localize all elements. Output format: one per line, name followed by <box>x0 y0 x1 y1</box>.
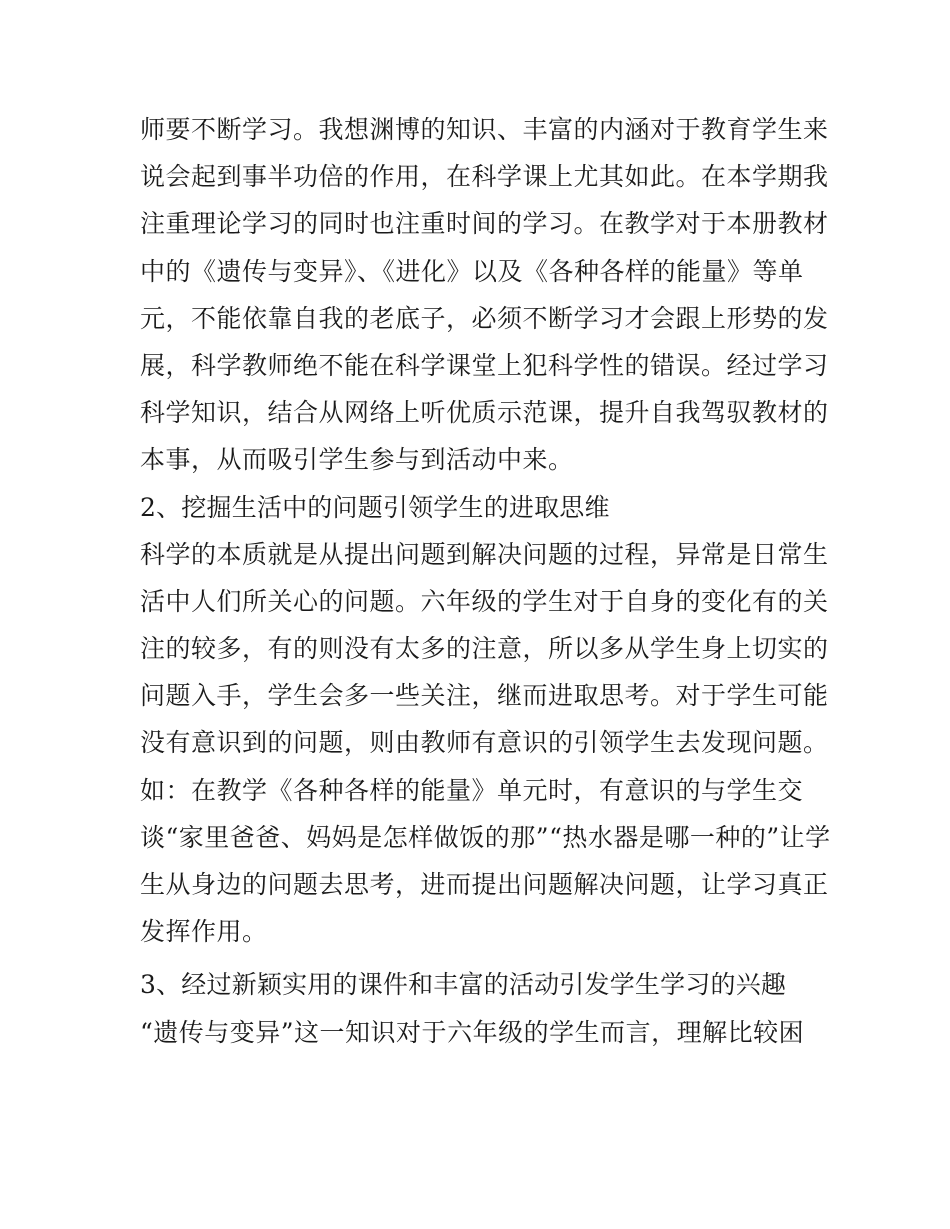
text-line: 注重理论学习的同时也注重时间的学习。在教学对于本册教材 <box>140 209 829 239</box>
text-line: 没有意识到的问题，则由教师有意识的引领学生去发现问题。 <box>140 728 829 758</box>
text-line: 发挥作用。 <box>140 917 268 947</box>
text-line: 生从身边的问题去思考，进而提出问题解决问题，让学习真正 <box>140 870 829 899</box>
text-line: 科学知识，结合从网络上听优质示范课，提升自我驾驭教材的 <box>140 398 829 428</box>
text-line: 注的较多，有的则没有太多的注意，所以多从学生身上切实的 <box>140 634 829 664</box>
text-line: 本事，从而吸引学生参与到活动中来。 <box>140 445 574 475</box>
text-line: 中的《遗传与变异》、《进化》以及《各种各样的能量》等单 <box>140 256 804 286</box>
text-line: 问题入手，学生会多一些关注，继而进取思考。对于学生可能 <box>140 681 829 711</box>
text-line: 谈“家里爸爸、妈妈是怎样做饭的那”“热水器是哪一种的”让学 <box>140 822 831 852</box>
document-body <box>140 106 830 1056</box>
text-line: 师要不断学习。我想渊博的知识、丰富的内涵对于教育学生来 <box>140 115 829 144</box>
section-heading: 3、经过新颖实用的课件和丰富的活动引发学生学习的兴趣 <box>140 970 787 1000</box>
text-line: 元，不能依靠自我的老底子，必须不断学习才会跟上形势的发 <box>140 303 829 333</box>
text-line: 展，科学教师绝不能在科学课堂上犯科学性的错误。经过学习 <box>140 350 829 380</box>
section-heading: 2、挖掘生活中的问题引领学生的进取思维 <box>140 492 610 522</box>
text-line: 说会起到事半功倍的作用，在科学课上尤其如此。在本学期我 <box>140 162 829 192</box>
text-line: “遗传与变异”这一知识对于六年级的学生而言，理解比较困 <box>140 1017 805 1047</box>
text-line: 如：在教学《各种各样的能量》单元时，有意识的与学生交 <box>140 775 804 805</box>
text-line: 活中人们所关心的问题。六年级的学生对于自身的变化有的关 <box>140 586 829 616</box>
text-line: 科学的本质就是从提出问题到解决问题的过程，异常是日常生 <box>140 539 829 569</box>
